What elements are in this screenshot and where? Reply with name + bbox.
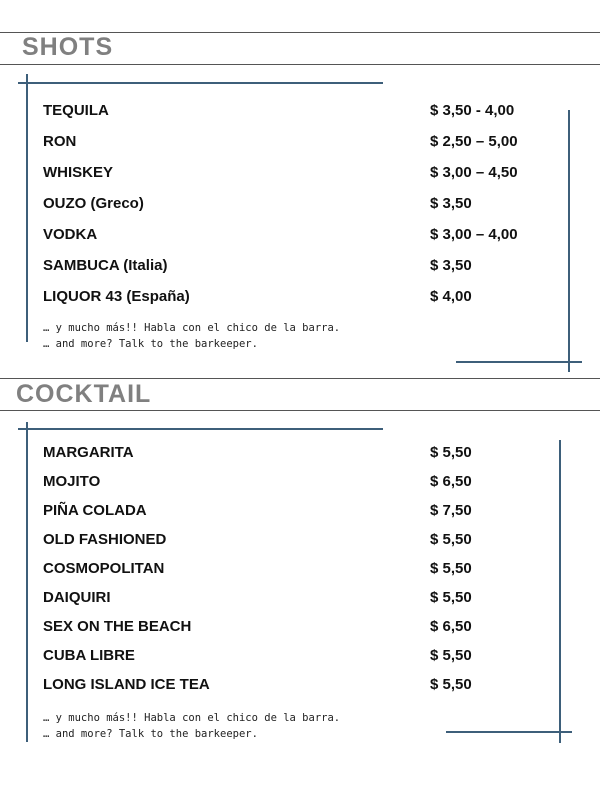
cocktail-item-price: $ 6,50: [430, 473, 472, 490]
cocktail-item-price: $ 5,50: [430, 560, 472, 577]
shots-section: [0, 0, 600, 380]
cocktail-item-name: MARGARITA: [43, 444, 134, 461]
cocktail-heading: COCKTAIL: [16, 380, 152, 408]
cocktail-item-price: $ 5,50: [430, 647, 472, 664]
cocktail-item-price: $ 7,50: [430, 502, 472, 519]
cocktail-frame-top: [18, 428, 383, 430]
shots-frame-right: [568, 110, 570, 372]
shots-note-es: … y mucho más!! Habla con el chico de la barra.: [43, 322, 341, 334]
shots-item-price: $ 2,50 – 5,00: [430, 133, 518, 150]
cocktail-frame-bottom: [446, 731, 572, 733]
cocktail-frame-left: [26, 422, 28, 742]
shots-item-price: $ 3,50 - 4,00: [430, 102, 515, 119]
cocktail-item-name: OLD FASHIONED: [43, 531, 167, 548]
shots-item-price: $ 3,00 – 4,00: [430, 226, 518, 243]
shots-frame-top: [18, 82, 383, 84]
cocktail-section: [0, 370, 600, 790]
shots-note: [43, 320, 340, 352]
cocktail-item-name: LONG ISLAND ICE TEA: [43, 676, 210, 693]
shots-item-price: $ 3,50: [430, 195, 472, 212]
shots-item-name: WHISKEY: [43, 164, 114, 181]
cocktail-item-name: DAIQUIRI: [43, 589, 111, 606]
cocktail-item-name: CUBA LIBRE: [43, 647, 135, 664]
cocktail-item-price: $ 5,50: [430, 676, 472, 693]
cocktail-note: [43, 710, 340, 742]
cocktail-bottom-rule: [0, 410, 600, 411]
shots-item-price: $ 4,00: [430, 288, 472, 305]
shots-item-price: $ 3,50: [430, 257, 472, 274]
cocktail-item-price: $ 5,50: [430, 531, 472, 548]
shots-note-en: … and more? Talk to the barkeeper.: [43, 338, 258, 350]
cocktail-item-price: $ 6,50: [430, 618, 472, 635]
cocktail-item-name: MOJITO: [43, 473, 101, 490]
shots-item-name: LIQUOR 43 (España): [43, 288, 190, 305]
cocktail-item-price: $ 5,50: [430, 589, 472, 606]
shots-heading: SHOTS: [22, 33, 114, 61]
cocktail-note-en: … and more? Talk to the barkeeper.: [43, 728, 258, 740]
cocktail-frame-right: [559, 440, 561, 743]
cocktail-item-name: PIÑA COLADA: [43, 502, 147, 519]
cocktail-top-rule: [0, 378, 600, 379]
shots-item-name: RON: [43, 133, 77, 150]
shots-item-price: $ 3,00 – 4,50: [430, 164, 518, 181]
cocktail-item-price: $ 5,50: [430, 444, 472, 461]
shots-bottom-rule: [0, 64, 600, 65]
shots-item-name: SAMBUCA (Italia): [43, 257, 168, 274]
shots-frame-left: [26, 74, 28, 342]
cocktail-note-es: … y mucho más!! Habla con el chico de la barra.: [43, 712, 341, 724]
shots-frame-bottom: [456, 361, 582, 363]
cocktail-item-name: SEX ON THE BEACH: [43, 618, 192, 635]
shots-item-name: OUZO (Greco): [43, 195, 144, 212]
shots-item-name: VODKA: [43, 226, 98, 243]
cocktail-item-name: COSMOPOLITAN: [43, 560, 165, 577]
shots-item-name: TEQUILA: [43, 102, 109, 119]
